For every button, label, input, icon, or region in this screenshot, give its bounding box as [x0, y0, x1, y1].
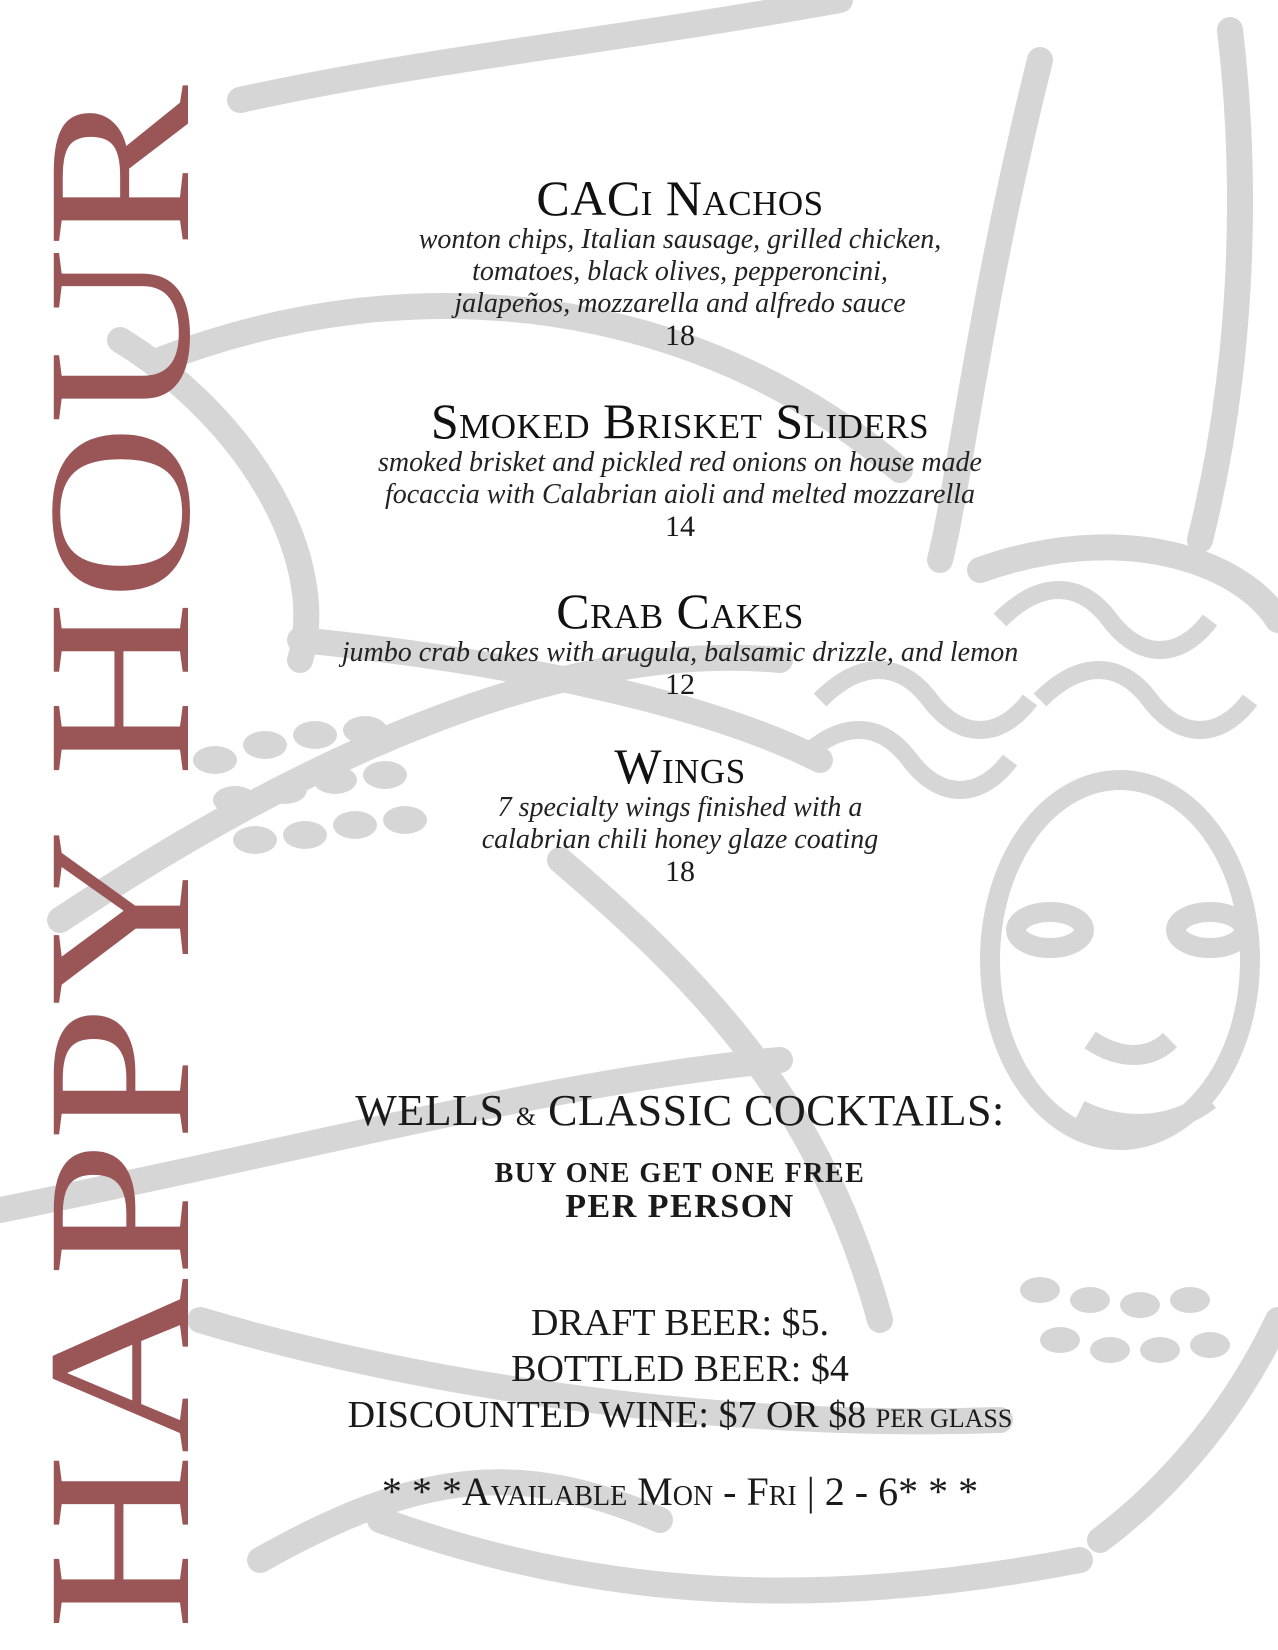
- menu-item-description: smoked brisket and pickled red onions on house made focaccia with Calabrian aioli and melted mozzarella: [378, 447, 982, 510]
- beer-wine-section: [300, 1300, 1060, 1442]
- cocktails-heading-wells: WELLS: [355, 1086, 505, 1135]
- draft-beer-price: DRAFT BEER: $5.: [530, 1302, 830, 1344]
- cocktails-heading: [300, 1085, 1060, 1136]
- cocktails-heading-amp: &: [515, 1102, 537, 1131]
- menu-item-price: 18: [665, 855, 695, 888]
- menu-item-crab-cakes: [300, 585, 1060, 701]
- cocktails-heading-classic: CLASSIC COCKTAILS:: [548, 1086, 1005, 1135]
- menu-item-brisket-sliders: [300, 395, 1060, 543]
- bottled-beer-price: BOTTLED BEER: $4: [511, 1348, 849, 1390]
- per-person-note: PER PERSON: [565, 1188, 795, 1225]
- menu-item-nachos: [300, 172, 1060, 352]
- happy-hour-title-text: HAPPY HOUR: [6, 333, 233, 1630]
- menu-item-name: Crab Cakes: [556, 583, 804, 639]
- menu-item-description: wonton chips, Italian sausage, grilled chicken, tomatoes, black olives, pepperoncini, jalapeños, mozzarella and alfredo sauce: [418, 224, 942, 319]
- menu-item-description: 7 specialty wings finished with a calabrian chili honey glaze coating: [481, 792, 879, 855]
- menu-item-price: 18: [665, 319, 695, 352]
- menu-item-price: 12: [665, 668, 695, 701]
- menu-item-price: 14: [665, 510, 695, 543]
- availability-text: * * *Available Mon - Fri | 2 - 6* * *: [381, 1469, 979, 1514]
- availability-section: [300, 1468, 1060, 1515]
- bogo-offer: BUY ONE GET ONE FREE: [494, 1158, 866, 1189]
- per-glass-label: PER GLASS: [875, 1404, 1013, 1433]
- discounted-wine-price: DISCOUNTED WINE: $7 OR $8: [347, 1394, 867, 1436]
- menu-item-wings: [300, 740, 1060, 888]
- menu-item-description: jumbo crab cakes with arugula, balsamic drizzle, and lemon: [341, 637, 1019, 668]
- menu-item-name: Wings: [614, 738, 746, 794]
- happy-hour-vertical-title: [6, 50, 233, 1650]
- cocktails-section: [300, 1085, 1060, 1226]
- menu-item-name: Smoked Brisket Sliders: [430, 393, 930, 449]
- menu-item-name: CACi Nachos: [536, 170, 824, 226]
- wine-price-line: [300, 1392, 1060, 1442]
